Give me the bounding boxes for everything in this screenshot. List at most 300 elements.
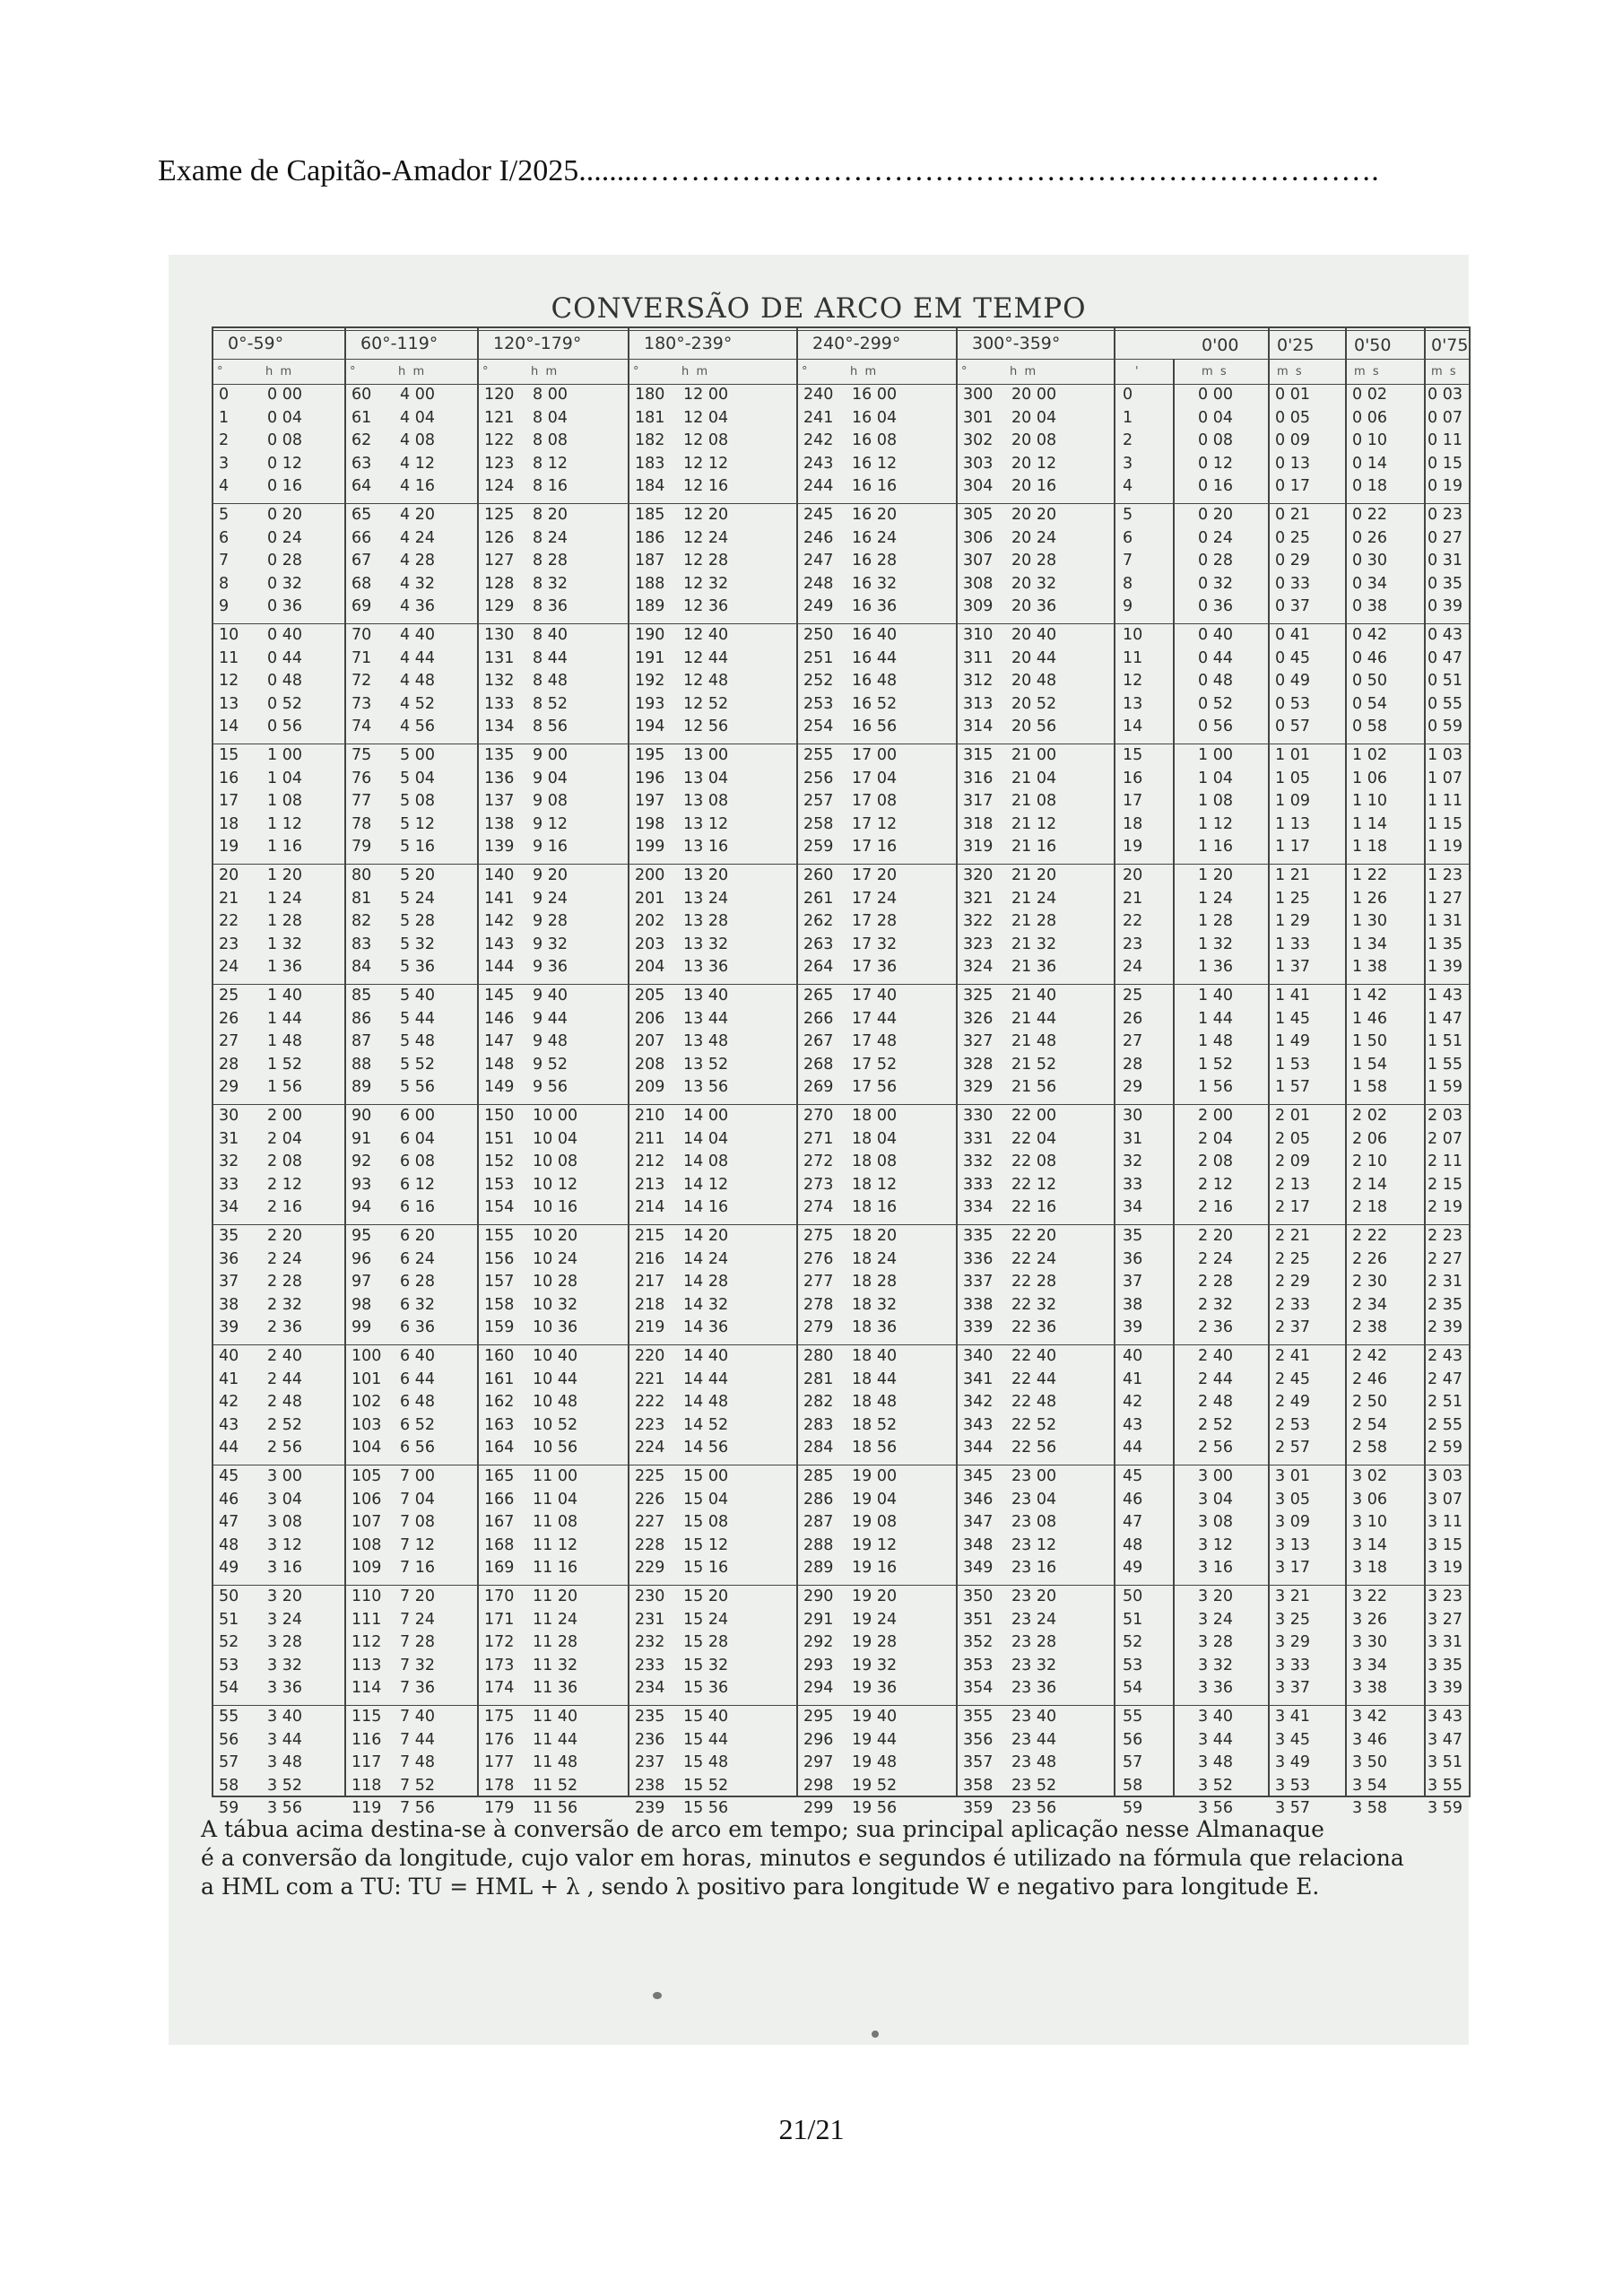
- time-value: 5 32: [400, 935, 435, 953]
- degree-value: 103: [352, 1415, 382, 1434]
- time-value: 16 04: [852, 408, 898, 427]
- degree-value: 93: [352, 1175, 372, 1194]
- degree-value: 130: [484, 626, 515, 644]
- degree-value: 287: [803, 1513, 834, 1532]
- degree-value: 58: [219, 1776, 239, 1795]
- time-seconds-value: 1 19: [1428, 838, 1462, 857]
- time-seconds-value: 3 02: [1352, 1467, 1387, 1485]
- time-value: 15 28: [683, 1633, 729, 1652]
- degree-value: 48: [219, 1535, 239, 1554]
- degree-value: 316: [963, 769, 994, 787]
- time-value: 20 00: [1011, 386, 1057, 404]
- degree-value: 18: [219, 814, 239, 833]
- degree-value: 27: [219, 1032, 239, 1051]
- time-seconds-value: 2 02: [1352, 1107, 1387, 1125]
- degree-value: 63: [352, 454, 372, 473]
- degree-value: 252: [803, 672, 834, 691]
- time-value: 19 16: [852, 1559, 898, 1578]
- degree-value: 46: [219, 1490, 239, 1509]
- time-seconds-value: 1 08: [1198, 792, 1233, 811]
- time-value: 15 20: [683, 1587, 729, 1605]
- time-seconds-value: 2 17: [1275, 1198, 1310, 1217]
- time-value: 8 28: [533, 552, 568, 570]
- time-value: 15 52: [683, 1776, 729, 1795]
- time-value: 22 40: [1011, 1347, 1057, 1365]
- degree-value: 66: [352, 528, 372, 547]
- time-seconds-value: 1 38: [1352, 958, 1387, 977]
- subheader-ms: m s: [1431, 365, 1456, 378]
- degree-value: 85: [352, 987, 372, 1004]
- time-value: 23 16: [1011, 1559, 1057, 1578]
- time-seconds-value: 0 48: [1198, 672, 1233, 691]
- time-seconds-value: 1 44: [1198, 1009, 1233, 1028]
- time-value: 14 16: [683, 1198, 729, 1217]
- time-value: 21 16: [1011, 838, 1057, 857]
- degree-value: 52: [219, 1633, 239, 1652]
- time-value: 11 40: [533, 1708, 578, 1726]
- degree-value: 296: [803, 1730, 834, 1749]
- time-seconds-value: 0 11: [1428, 431, 1462, 450]
- degree-value: 331: [963, 1129, 994, 1148]
- time-value: 17 40: [852, 987, 898, 1004]
- degree-value: 110: [352, 1587, 382, 1605]
- time-value: 22 04: [1011, 1129, 1057, 1148]
- subheader-hm: h m: [681, 365, 708, 378]
- degree-value: 156: [484, 1249, 515, 1268]
- time-value: 4 48: [400, 672, 435, 691]
- subheader-ms: m s: [1277, 365, 1302, 378]
- degree-value: 117: [352, 1753, 382, 1772]
- time-seconds-value: 3 58: [1352, 1799, 1387, 1818]
- minute-value: 13: [1123, 694, 1143, 713]
- time-value: 3 32: [267, 1656, 302, 1674]
- time-value: 16 36: [852, 597, 898, 616]
- time-seconds-value: 3 08: [1198, 1513, 1233, 1532]
- degree-value: 184: [635, 477, 665, 496]
- degree-value: 325: [963, 987, 994, 1004]
- degree-value: 255: [803, 746, 834, 764]
- minute-value: 1: [1123, 408, 1133, 427]
- minute-value: 4: [1123, 477, 1133, 496]
- degree-value: 11: [219, 648, 239, 667]
- degree-group-header: 0°-59°: [228, 334, 284, 353]
- degree-value: 23: [219, 935, 239, 953]
- degree-value: 354: [963, 1679, 994, 1698]
- degree-value: 202: [635, 912, 665, 931]
- time-value: 5 44: [400, 1009, 435, 1028]
- time-value: 15 08: [683, 1513, 729, 1532]
- time-value: 16 24: [852, 528, 898, 547]
- time-value: 1 20: [267, 866, 302, 884]
- degree-value: 276: [803, 1249, 834, 1268]
- time-seconds-value: 0 40: [1198, 626, 1233, 644]
- minute-value: 2: [1123, 431, 1133, 450]
- time-value: 18 56: [852, 1439, 898, 1457]
- time-value: 20 36: [1011, 597, 1057, 616]
- degree-value: 180: [635, 386, 665, 404]
- degree-value: 286: [803, 1490, 834, 1509]
- minute-value: 57: [1123, 1753, 1143, 1772]
- time-seconds-value: 2 05: [1275, 1129, 1310, 1148]
- degree-value: 301: [963, 408, 994, 427]
- time-seconds-value: 1 15: [1428, 814, 1462, 833]
- time-value: 23 52: [1011, 1776, 1057, 1795]
- degree-value: 182: [635, 431, 665, 450]
- time-value: 12 04: [683, 408, 729, 427]
- time-value: 8 08: [533, 431, 568, 450]
- time-value: 23 24: [1011, 1610, 1057, 1629]
- time-value: 19 12: [852, 1535, 898, 1554]
- time-value: 7 00: [400, 1467, 435, 1485]
- time-seconds-value: 3 45: [1275, 1730, 1310, 1749]
- scan-speck: [872, 2031, 879, 2038]
- degree-value: 324: [963, 958, 994, 977]
- time-value: 17 00: [852, 746, 898, 764]
- degree-value: 341: [963, 1370, 994, 1388]
- time-value: 10 36: [533, 1318, 578, 1337]
- degree-value: 295: [803, 1708, 834, 1726]
- time-seconds-value: 0 37: [1275, 597, 1310, 616]
- footnote-line: é a conversão da longitude, cujo valor em horas, minutos e segundos é utilizado na fórmula que relaciona: [201, 1845, 1404, 1871]
- degree-value: 159: [484, 1318, 515, 1337]
- time-value: 10 04: [533, 1129, 578, 1148]
- time-value: 3 48: [267, 1753, 302, 1772]
- time-value: 4 08: [400, 431, 435, 450]
- time-seconds-value: 3 44: [1198, 1730, 1233, 1749]
- degree-value: 116: [352, 1730, 382, 1749]
- degree-value: 174: [484, 1679, 515, 1698]
- time-seconds-value: 0 52: [1198, 694, 1233, 713]
- time-value: 17 08: [852, 792, 898, 811]
- time-value: 22 24: [1011, 1249, 1057, 1268]
- time-value: 2 00: [267, 1107, 302, 1125]
- time-value: 21 28: [1011, 912, 1057, 931]
- degree-value: 211: [635, 1129, 665, 1148]
- degree-value: 40: [219, 1347, 239, 1365]
- degree-value: 12: [219, 672, 239, 691]
- degree-value: 257: [803, 792, 834, 811]
- time-seconds-value: 3 22: [1352, 1587, 1387, 1605]
- degree-value: 105: [352, 1467, 382, 1485]
- degree-value: 218: [635, 1295, 665, 1314]
- time-value: 0 24: [267, 528, 302, 547]
- degree-value: 165: [484, 1467, 515, 1485]
- subheader-degree: °: [350, 365, 356, 378]
- time-seconds-value: 2 54: [1352, 1415, 1387, 1434]
- time-seconds-value: 0 41: [1275, 626, 1310, 644]
- time-value: 17 36: [852, 958, 898, 977]
- time-value: 12 20: [683, 506, 729, 524]
- time-seconds-value: 2 25: [1275, 1249, 1310, 1268]
- time-value: 21 24: [1011, 889, 1057, 908]
- degree-value: 75: [352, 746, 372, 764]
- time-seconds-value: 2 53: [1275, 1415, 1310, 1434]
- time-value: 16 00: [852, 386, 898, 404]
- degree-value: 49: [219, 1559, 239, 1578]
- degree-value: 236: [635, 1730, 665, 1749]
- time-value: 22 16: [1011, 1198, 1057, 1217]
- column-rule: [344, 326, 346, 1797]
- time-seconds-value: 2 09: [1275, 1152, 1310, 1171]
- minute-value: 28: [1123, 1055, 1143, 1074]
- time-value: 16 56: [852, 718, 898, 736]
- degree-value: 149: [484, 1078, 515, 1097]
- degree-value: 256: [803, 769, 834, 787]
- time-seconds-value: 2 29: [1275, 1273, 1310, 1292]
- time-value: 0 08: [267, 431, 302, 450]
- time-seconds-value: 3 50: [1352, 1753, 1387, 1772]
- time-seconds-value: 1 11: [1428, 792, 1462, 811]
- time-seconds-value: 0 30: [1352, 552, 1387, 570]
- degree-value: 221: [635, 1370, 665, 1388]
- time-value: 14 40: [683, 1347, 729, 1365]
- block-rule: [212, 503, 1469, 504]
- time-value: 11 32: [533, 1656, 578, 1674]
- minute-value: 58: [1123, 1776, 1143, 1795]
- degree-value: 71: [352, 648, 372, 667]
- degree-value: 167: [484, 1513, 515, 1532]
- time-seconds-value: 2 30: [1352, 1273, 1387, 1292]
- time-value: 18 20: [852, 1227, 898, 1245]
- time-seconds-value: 3 01: [1275, 1467, 1310, 1485]
- time-value: 19 08: [852, 1513, 898, 1532]
- time-seconds-value: 1 55: [1428, 1055, 1462, 1074]
- time-value: 15 36: [683, 1679, 729, 1698]
- degree-value: 8: [219, 574, 230, 593]
- degree-value: 43: [219, 1415, 239, 1434]
- degree-value: 64: [352, 477, 372, 496]
- time-seconds-value: 2 57: [1275, 1439, 1310, 1457]
- degree-value: 15: [219, 746, 239, 764]
- time-value: 6 48: [400, 1393, 435, 1412]
- time-seconds-value: 1 37: [1275, 958, 1310, 977]
- time-seconds-value: 2 33: [1275, 1295, 1310, 1314]
- time-seconds-value: 1 43: [1428, 987, 1462, 1004]
- time-seconds-value: 1 45: [1275, 1009, 1310, 1028]
- degree-value: 128: [484, 574, 515, 593]
- degree-value: 19: [219, 838, 239, 857]
- degree-value: 153: [484, 1175, 515, 1194]
- time-seconds-value: 3 54: [1352, 1776, 1387, 1795]
- degree-value: 112: [352, 1633, 382, 1652]
- time-seconds-value: 0 50: [1352, 672, 1387, 691]
- subheader-degree: °: [802, 365, 808, 378]
- time-seconds-value: 2 48: [1198, 1393, 1233, 1412]
- minute-value: 31: [1123, 1129, 1143, 1148]
- degree-value: 344: [963, 1439, 994, 1457]
- time-value: 4 40: [400, 626, 435, 644]
- time-value: 22 08: [1011, 1152, 1057, 1171]
- degree-value: 275: [803, 1227, 834, 1245]
- time-value: 6 04: [400, 1129, 435, 1148]
- minute-value: 59: [1123, 1799, 1143, 1818]
- page-number: 21/21: [778, 2113, 845, 2145]
- degree-value: 239: [635, 1799, 665, 1818]
- degree-value: 141: [484, 889, 515, 908]
- degree-value: 56: [219, 1730, 239, 1749]
- time-value: 13 56: [683, 1078, 729, 1097]
- time-value: 6 40: [400, 1347, 435, 1365]
- time-value: 21 36: [1011, 958, 1057, 977]
- minute-value: 32: [1123, 1152, 1143, 1171]
- degree-value: 185: [635, 506, 665, 524]
- degree-value: 150: [484, 1107, 515, 1125]
- degree-value: 352: [963, 1633, 994, 1652]
- time-value: 21 40: [1011, 987, 1057, 1004]
- degree-value: 265: [803, 987, 834, 1004]
- time-value: 22 36: [1011, 1318, 1057, 1337]
- time-value: 13 16: [683, 838, 729, 857]
- minute-value: 54: [1123, 1679, 1143, 1698]
- degree-value: 162: [484, 1393, 515, 1412]
- degree-value: 260: [803, 866, 834, 884]
- block-rule: [212, 864, 1469, 865]
- degree-value: 123: [484, 454, 515, 473]
- time-value: 2 36: [267, 1318, 302, 1337]
- time-seconds-value: 3 26: [1352, 1610, 1387, 1629]
- time-value: 14 32: [683, 1295, 729, 1314]
- degree-value: 285: [803, 1467, 834, 1485]
- time-value: 17 28: [852, 912, 898, 931]
- degree-value: 115: [352, 1708, 382, 1726]
- time-seconds-value: 0 45: [1275, 648, 1310, 667]
- degree-value: 97: [352, 1273, 372, 1292]
- time-seconds-value: 1 33: [1275, 935, 1310, 953]
- conversion-table: [212, 326, 1469, 1818]
- time-value: 9 12: [533, 814, 568, 833]
- time-value: 7 04: [400, 1490, 435, 1509]
- degree-value: 24: [219, 958, 239, 977]
- time-value: 15 00: [683, 1467, 729, 1485]
- time-seconds-value: 0 38: [1352, 597, 1387, 616]
- time-seconds-value: 0 04: [1198, 408, 1233, 427]
- time-value: 20 20: [1011, 506, 1057, 524]
- exam-header: Exame de Capitão-Amador I/2025........……………………………………………………………….: [158, 154, 1379, 187]
- time-value: 17 44: [852, 1009, 898, 1028]
- time-value: 14 08: [683, 1152, 729, 1171]
- degree-value: 304: [963, 477, 994, 496]
- degree-value: 132: [484, 672, 515, 691]
- time-seconds-value: 3 36: [1198, 1679, 1233, 1698]
- degree-value: 170: [484, 1587, 515, 1605]
- minute-value: 46: [1123, 1490, 1143, 1509]
- minute-value: 23: [1123, 935, 1143, 953]
- time-value: 17 04: [852, 769, 898, 787]
- degree-value: 4: [219, 477, 230, 496]
- time-seconds-value: 0 09: [1275, 431, 1310, 450]
- degree-value: 53: [219, 1656, 239, 1674]
- time-value: 17 24: [852, 889, 898, 908]
- time-value: 23 44: [1011, 1730, 1057, 1749]
- time-seconds-value: 3 32: [1198, 1656, 1233, 1674]
- degree-value: 82: [352, 912, 372, 931]
- time-value: 7 48: [400, 1753, 435, 1772]
- time-value: 8 40: [533, 626, 568, 644]
- degree-value: 60: [352, 386, 372, 404]
- time-seconds-value: 2 38: [1352, 1318, 1387, 1337]
- time-seconds-value: 3 28: [1198, 1633, 1233, 1652]
- time-value: 20 52: [1011, 694, 1057, 713]
- time-seconds-value: 2 24: [1198, 1249, 1233, 1268]
- degree-value: 7: [219, 552, 230, 570]
- time-seconds-value: 0 55: [1428, 694, 1462, 713]
- time-seconds-value: 3 47: [1428, 1730, 1462, 1749]
- time-seconds-value: 1 56: [1198, 1078, 1233, 1097]
- degree-value: 359: [963, 1799, 994, 1818]
- time-value: 2 28: [267, 1273, 302, 1292]
- degree-value: 183: [635, 454, 665, 473]
- time-value: 2 32: [267, 1295, 302, 1314]
- time-value: 20 16: [1011, 477, 1057, 496]
- time-seconds-value: 1 09: [1275, 792, 1310, 811]
- degree-group-header: 60°-119°: [360, 334, 438, 353]
- time-seconds-value: 0 00: [1198, 386, 1233, 404]
- degree-value: 279: [803, 1318, 834, 1337]
- degree-group-header: 120°-179°: [493, 334, 582, 353]
- time-value: 0 56: [267, 718, 302, 736]
- degree-value: 45: [219, 1467, 239, 1485]
- degree-value: 346: [963, 1490, 994, 1509]
- time-seconds-value: 0 57: [1275, 718, 1310, 736]
- time-value: 14 24: [683, 1249, 729, 1268]
- time-seconds-value: 1 07: [1428, 769, 1462, 787]
- time-value: 5 00: [400, 746, 435, 764]
- degree-group-header: 300°-359°: [972, 334, 1061, 353]
- degree-value: 273: [803, 1175, 834, 1194]
- time-value: 8 52: [533, 694, 568, 713]
- time-seconds-value: 0 20: [1198, 506, 1233, 524]
- time-seconds-value: 1 57: [1275, 1078, 1310, 1097]
- degree-value: 160: [484, 1347, 515, 1365]
- time-seconds-value: 2 01: [1275, 1107, 1310, 1125]
- time-value: 8 12: [533, 454, 568, 473]
- minute-column-header: 0'50: [1354, 335, 1392, 355]
- time-value: 0 48: [267, 672, 302, 691]
- time-value: 18 40: [852, 1347, 898, 1365]
- time-seconds-value: 2 50: [1352, 1393, 1387, 1412]
- time-value: 2 24: [267, 1249, 302, 1268]
- degree-value: 293: [803, 1656, 834, 1674]
- time-seconds-value: 1 32: [1198, 935, 1233, 953]
- time-value: 17 16: [852, 838, 898, 857]
- minute-column-header: 0'25: [1277, 335, 1315, 355]
- time-value: 0 40: [267, 626, 302, 644]
- time-value: 1 28: [267, 912, 302, 931]
- time-seconds-value: 3 16: [1198, 1559, 1233, 1578]
- time-value: 22 00: [1011, 1107, 1057, 1125]
- degree-value: 326: [963, 1009, 994, 1028]
- time-seconds-value: 0 54: [1352, 694, 1387, 713]
- time-value: 22 12: [1011, 1175, 1057, 1194]
- degree-value: 99: [352, 1318, 372, 1337]
- subheader-hm: h m: [850, 365, 877, 378]
- degree-value: 237: [635, 1753, 665, 1772]
- degree-value: 210: [635, 1107, 665, 1125]
- time-value: 5 36: [400, 958, 435, 977]
- time-value: 20 04: [1011, 408, 1057, 427]
- minute-value: 49: [1123, 1559, 1143, 1578]
- time-value: 8 32: [533, 574, 568, 593]
- degree-value: 312: [963, 672, 994, 691]
- degree-value: 233: [635, 1656, 665, 1674]
- time-seconds-value: 3 14: [1352, 1535, 1387, 1554]
- time-value: 14 12: [683, 1175, 729, 1194]
- header-rule: [212, 359, 1469, 360]
- time-value: 13 28: [683, 912, 729, 931]
- time-value: 21 12: [1011, 814, 1057, 833]
- time-value: 0 16: [267, 477, 302, 496]
- time-value: 13 36: [683, 958, 729, 977]
